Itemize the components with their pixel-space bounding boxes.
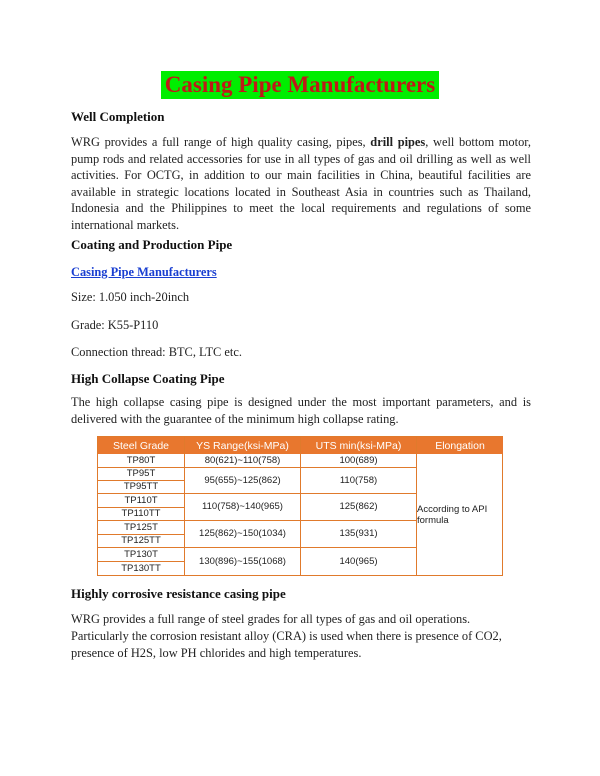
paragraph-high-collapse: The high collapse casing pipe is designed under the most important parameters, and is delivered with the guarantee of the minimum high collapse rating. (71, 395, 531, 426)
grade-cell: TP95TT (123, 481, 159, 492)
ys-cell: 130(896)~155(1068) (199, 555, 286, 567)
ys-cell: 125(862)~150(1034) (199, 528, 286, 539)
size-line: Size: 1.050 inch-20inch (71, 290, 190, 304)
title-wrap (0, 71, 600, 99)
uts-cell: 135(931) (339, 528, 378, 539)
para-suffix: , well bottom motor, pump rods and related accessories for use in all types of gas and oil drilling as well as well activities. For OCTG, in addition to our main facilities in China, beautiful facilities are available in strategic locations located in Southeast Asia in countries such as Thailand, Indonesia and the Philippines to meet the local requirements and regulations of some international markets. (71, 135, 531, 232)
uts-cell: 125(862) (339, 501, 378, 512)
thread-line: Connection thread: BTC, LTC etc. (71, 345, 242, 359)
grade-cell: TP80T (126, 455, 156, 466)
grade-cell: TP130TT (121, 562, 161, 574)
grade-cell: TP110T (124, 494, 158, 506)
ys-cell: 80(621)~110(758) (204, 455, 281, 466)
paragraph-corrosive: WRG provides a full range of steel grades for all types of gas and oil operations. Particularly the corrosion resistant alloy (CRA) is used when there is presence of CO2, presence of H2S, low PH chlorides and high temperatures. (71, 612, 502, 660)
casing-pipe-link[interactable]: Casing Pipe Manufacturers (71, 265, 217, 279)
grade-cell: TP125TT (121, 535, 161, 546)
heading-well-completion: Well Completion (71, 109, 165, 124)
grade-cell: TP95T (126, 468, 156, 479)
grade-cell: TP110TT (121, 508, 161, 519)
header-elongation: Elongation (417, 437, 503, 454)
para-prefix: WRG provides a full range of high quality casing, pipes, (71, 135, 371, 149)
grade-cell: TP130T (124, 548, 158, 560)
page-title: Casing Pipe Manufacturers (161, 71, 439, 99)
ys-cell: 95(655)~125(862) (204, 474, 281, 486)
elongation-cell: According to API formula (417, 503, 488, 526)
heading-corrosive: Highly corrosive resistance casing pipe (71, 586, 286, 601)
uts-cell: 110(758) (339, 474, 378, 486)
ys-cell: 110(758)~140(965) (202, 501, 283, 512)
uts-cell: 140(965) (339, 555, 378, 567)
link-row (71, 263, 531, 281)
header-ys-range: YS Range(ksi-MPa) (185, 437, 300, 454)
heading-high-collapse: High Collapse Coating Pipe (71, 371, 225, 386)
drill-pipes-bold: drill pipes (370, 135, 426, 149)
header-uts-min: UTS min(ksi-MPa) (301, 437, 416, 454)
grade-line: Grade: K55-P110 (71, 318, 159, 332)
steel-grade-table (97, 436, 503, 576)
grade-cell: TP125T (124, 521, 158, 533)
uts-cell: 100(689) (339, 455, 378, 466)
paragraph-well-completion (71, 134, 531, 234)
header-steel-grade: Steel Grade (98, 437, 184, 454)
heading-coating: Coating and Production Pipe (71, 237, 233, 252)
